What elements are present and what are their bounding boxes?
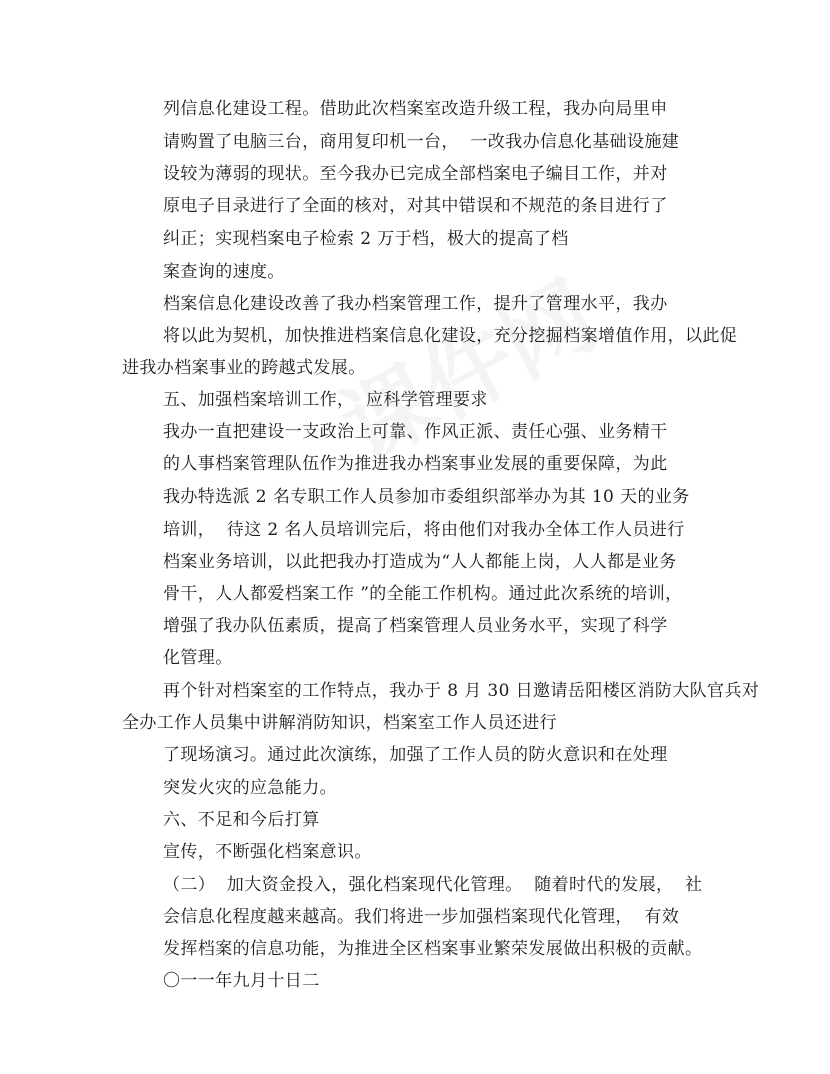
- text-line: 会信息化程度越来越高。我们将进一步加强档案现代化管理， 有效: [163, 907, 680, 927]
- text-line: 了现场演习。通过此次演练，加强了工作人员的防火意识和在处理: [163, 745, 668, 765]
- text-line: 将以此为契机，加快推进档案信息化建设，充分挖掘档案增值作用，以此促: [163, 326, 738, 346]
- text-line: 案查询的速度。: [163, 262, 285, 282]
- text-line: 发挥档案的信息功能，为推进全区档案事业繁荣发展做出积极的贡献。: [163, 939, 703, 959]
- text-line: 纠正；实现档案电子检索 2 万于档，极大的提高了档: [163, 229, 569, 249]
- text-line: 我办特选派 2 名专职工作人员参加市委组织部举办为其 10 天的业务: [163, 487, 690, 507]
- text-line: 原电子目录进行了全面的核对，对其中错误和不规范的条目进行了: [163, 196, 668, 216]
- text-line: 列信息化建设工程。借助此次档案室改造升级工程，我办向局里申: [163, 99, 668, 119]
- text-line: 我办一直把建设一支政治上可靠、作风正派、责任心强、业务精干: [163, 422, 668, 442]
- section-heading: 五、加强档案培训工作， 应科学管理要求: [163, 390, 488, 410]
- text-line: 宣传，不断强化档案意识。: [163, 842, 372, 862]
- text-line: 进我办档案事业的跨越式发展。: [122, 358, 366, 378]
- date-line: 〇一一年九月十日二: [163, 971, 320, 991]
- text-line: 骨干，人人都爱档案工作 ”的全能工作机构。通过此次系统的培训，: [163, 584, 683, 604]
- text-line: 设较为薄弱的现状。至今我办已完成全部档案电子编目工作，并对: [163, 164, 668, 184]
- text-line: 化管理。: [163, 648, 233, 668]
- text-line: 请购置了电脑三台，商用复印机一台， 一改我办信息化基础设施建: [163, 132, 680, 152]
- text-line: 档案信息化建设改善了我办档案管理工作，提升了管理水平，我办: [163, 294, 668, 314]
- text-line: 再个针对档案室的工作特点，我办于 8 月 30 日邀请岳阳楼区消防大队官兵对: [163, 681, 760, 701]
- text-line: 档案业务培训，以此把我办打造成为“人人都能上岗，人人都是业务: [163, 552, 677, 572]
- text-line: 突发火灾的应急能力。: [163, 778, 337, 798]
- section-heading: 六、不足和今后打算: [163, 810, 320, 830]
- text-line: 培训， 待这 2 名人员培训完后，将由他们对我办全体工作人员进行: [163, 520, 685, 540]
- text-line: 增强了我办队伍素质，提高了档案管理人员业务水平，实现了科学: [163, 616, 668, 636]
- text-line: 全办工作人员集中讲解消防知识，档案室工作人员还进行: [122, 713, 557, 733]
- text-line: （二） 加大资金投入，强化档案现代化管理。 随着时代的发展， 社: [163, 875, 703, 895]
- text-line: 的人事档案管理队伍作为推进我办档案事业发展的重要保障，为此: [163, 454, 668, 474]
